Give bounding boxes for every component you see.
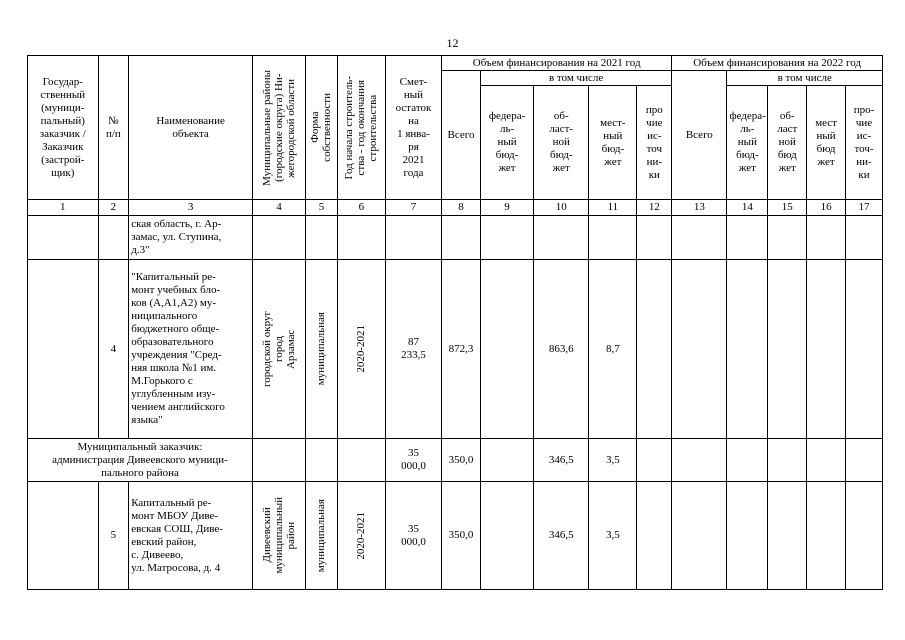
header-object-name: Наименование объекта: [129, 56, 253, 200]
total-2021-cell: 350,0: [442, 439, 481, 482]
estimate-cell: 35 000,0: [385, 482, 441, 590]
header-years-text: Год начала строитель- ства - год окончания строительства: [343, 75, 380, 180]
column-number: 4: [252, 200, 305, 216]
header-estimate: Смет- ный остаток на 1 янва- ря 2021 года: [385, 56, 441, 200]
column-number: 2: [98, 200, 129, 216]
years-text: 2020-2021: [355, 325, 368, 373]
column-number: 11: [589, 200, 637, 216]
header-other-2021: про чие ис- точ ни- ки: [637, 86, 672, 200]
object-name-cell: Капитальный ре- монт МБОУ Диве- евская СОШ, Диве- евский район, с. Дивеево, ул. Матросова, д. 4: [129, 482, 253, 590]
header-other-2022: про- чие ис- точ- ни- ки: [846, 86, 883, 200]
row-number-cell: 4: [98, 260, 129, 439]
district-cell: [252, 482, 305, 590]
header-total-2022: Всего: [672, 71, 727, 200]
column-number: 12: [637, 200, 672, 216]
column-number: 9: [480, 200, 533, 216]
column-number-row: [28, 200, 883, 216]
customer-row: [28, 439, 883, 482]
column-number: 3: [129, 200, 253, 216]
column-number: 14: [727, 200, 768, 216]
header-customer: Государ- ственный (муници- пальный) заказчик / Заказчик (застрой- щик): [28, 56, 99, 200]
years-cell: [337, 482, 385, 590]
header-federal-2022: федера- ль- ный бюд- жет: [727, 86, 768, 200]
table-row: [28, 482, 883, 590]
header-fin-2022: Объем финансирования на 2022 год: [672, 56, 883, 71]
financing-table: [27, 55, 883, 590]
column-number: 1: [28, 200, 99, 216]
page-number: 12: [446, 36, 459, 50]
column-number: 16: [807, 200, 846, 216]
column-number: 6: [337, 200, 385, 216]
header-regional-2022: об- ласт ной бюд жет: [768, 86, 807, 200]
column-number: 13: [672, 200, 727, 216]
header-total-2021: Всего: [442, 71, 481, 200]
object-name-cell: ская область, г. Ар- замас, ул. Ступина, д.3": [129, 216, 253, 260]
header-local-2022: мест ный бюд жет: [807, 86, 846, 200]
regional-2021-cell: 346,5: [534, 439, 589, 482]
estimate-cell: 87 233,5: [385, 260, 441, 439]
regional-2021-cell: 346,5: [534, 482, 589, 590]
column-number: 5: [306, 200, 338, 216]
header-districts: [252, 56, 305, 200]
column-number: 17: [846, 200, 883, 216]
district-text: городской округ город Арзамас: [261, 310, 298, 388]
local-2021-cell: 8,7: [589, 260, 637, 439]
table-row: [28, 260, 883, 439]
ownership-cell: [306, 260, 338, 439]
header-ownership-text: Форма собственности: [309, 93, 334, 162]
table-row: [28, 216, 883, 260]
header-districts-text: Муниципальные районы (городские округа) Ни- жегородской области: [261, 69, 298, 186]
local-2021-cell: 3,5: [589, 482, 637, 590]
object-name-cell: "Капитальный ре- монт учебных бло- ков (А,А1,А2) му- ниципального бюджетного обще- образовательного учреждения "Сред- няя школа №1 им. М.Горького с углубленным изу- чением английского языка": [129, 260, 253, 439]
header-num: № п/п: [98, 56, 129, 200]
row-number-cell: 5: [98, 482, 129, 590]
district-text: Дивеевский муниципальный район: [261, 497, 298, 574]
local-2021-cell: 3,5: [589, 439, 637, 482]
header-including-2021: в том числе: [480, 71, 671, 86]
ownership-cell: [306, 482, 338, 590]
total-2021-cell: 350,0: [442, 482, 481, 590]
header-fin-2021: Объем финансирования на 2021 год: [442, 56, 672, 71]
header-including-2022: в том числе: [727, 71, 883, 86]
regional-2021-cell: 863,6: [534, 260, 589, 439]
estimate-cell: 35 000,0: [385, 439, 441, 482]
ownership-text: муниципальная: [315, 312, 328, 386]
header-regional-2021: об- ласт- ной бюд- жет: [534, 86, 589, 200]
header-federal-2021: федера- ль- ный бюд- жет: [480, 86, 533, 200]
ownership-text: муниципальная: [315, 498, 328, 573]
header-local-2021: мест- ный бюд- жет: [589, 86, 637, 200]
column-number: 8: [442, 200, 481, 216]
customer-label: Муниципальный заказчик: администрация Дивеевского муници- пального района: [28, 439, 253, 482]
total-2021-cell: 872,3: [442, 260, 481, 439]
header-years: [337, 56, 385, 200]
column-number: 15: [768, 200, 807, 216]
years-cell: [337, 260, 385, 439]
years-text: 2020-2021: [355, 511, 368, 560]
header-ownership: [306, 56, 338, 200]
column-number: 10: [534, 200, 589, 216]
district-cell: [252, 260, 305, 439]
header-row: [28, 56, 883, 71]
column-number: 7: [385, 200, 441, 216]
